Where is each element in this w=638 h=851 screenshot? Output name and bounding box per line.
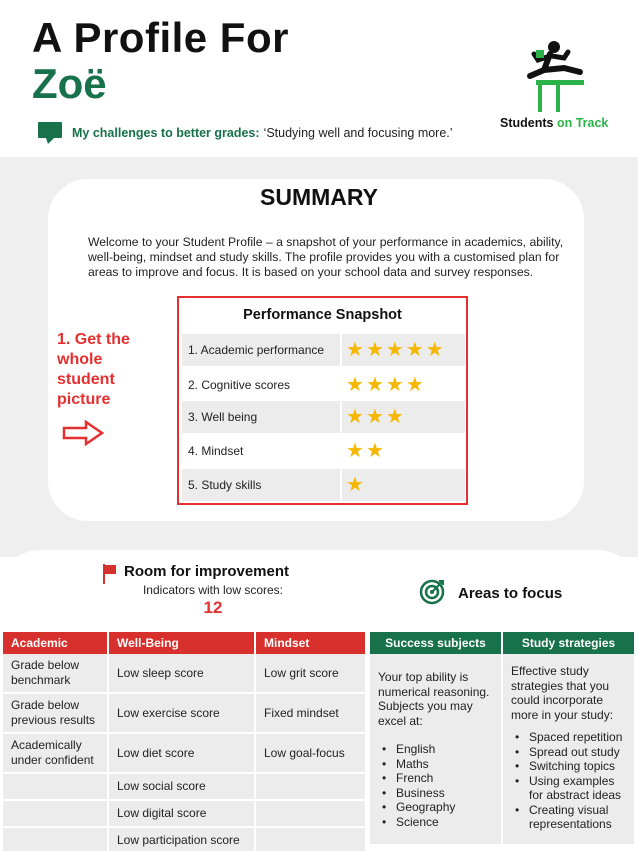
table-row bbox=[3, 734, 365, 774]
summary-text: Welcome to your Student Profile – a snapshot of your performance in academics, ability, well-being, mindset and study skills. The profile provides you with a customised plan for areas to improve and focus. It is based on your school data and survey responses. bbox=[88, 235, 564, 279]
star-icon: ★ bbox=[346, 406, 364, 428]
snapshot-row bbox=[182, 401, 465, 433]
room-for-improvement-title: Room for improvement bbox=[124, 563, 290, 580]
snapshot-row-label: 3. Well being bbox=[188, 410, 258, 424]
star-icon: ★ bbox=[365, 440, 384, 462]
list-item: • Switching topics bbox=[511, 759, 626, 774]
challenge-line bbox=[38, 122, 453, 144]
callout-text bbox=[57, 330, 130, 410]
success-intro: Your top ability is numerical reasoning. Subjects you may excel at: bbox=[378, 670, 490, 728]
list-item: • French bbox=[378, 771, 493, 786]
table-cell-wellbeing: Low sleep score bbox=[109, 654, 256, 692]
star-icon: ★ bbox=[385, 406, 404, 428]
callout-line: student bbox=[57, 371, 115, 388]
snapshot-row-label: 1. Academic performance bbox=[188, 343, 325, 357]
arrow-right-icon bbox=[62, 420, 104, 446]
list-item: • English bbox=[378, 742, 493, 757]
strategies-intro: Effective study strategies that you could incorporate more in your study: bbox=[511, 664, 614, 722]
star-rating bbox=[340, 435, 465, 467]
table-cell-mindset bbox=[256, 828, 365, 851]
summary-title: SUMMARY bbox=[260, 184, 378, 210]
star-icon: ★ bbox=[346, 440, 364, 462]
table-cell-academic bbox=[3, 774, 109, 799]
table-cell-academic bbox=[3, 801, 109, 826]
table-cell-mindset: Fixed mindset bbox=[256, 694, 365, 732]
table-cell-academic: Academically under confident bbox=[3, 734, 109, 772]
study-strategies-panel bbox=[503, 654, 634, 844]
table-row bbox=[3, 828, 365, 851]
success-subjects-panel bbox=[370, 654, 501, 844]
logo-text-on-track: on Track bbox=[556, 116, 609, 130]
list-item: • Maths bbox=[378, 757, 493, 772]
challenge-value: ‘Studying well and focusing more.’ bbox=[263, 126, 453, 140]
table-cell-wellbeing: Low exercise score bbox=[109, 694, 256, 732]
star-rating bbox=[340, 469, 465, 501]
low-scores-subtitle: Indicators with low scores: bbox=[142, 583, 284, 597]
col-mindset: Mindset bbox=[256, 632, 365, 654]
table-cell-mindset bbox=[256, 801, 365, 826]
logo-text bbox=[500, 116, 608, 130]
col-study-strategies: Study strategies bbox=[503, 632, 634, 654]
table-row bbox=[3, 654, 365, 694]
list-item: • Science bbox=[378, 815, 493, 830]
callout-line: picture bbox=[57, 391, 111, 408]
success-subject-list bbox=[378, 742, 493, 829]
table-cell-wellbeing: Low diet score bbox=[109, 734, 256, 772]
snapshot-row-label: 2. Cognitive scores bbox=[188, 378, 291, 392]
star-icon: ★ bbox=[365, 374, 384, 396]
star-rating bbox=[340, 334, 465, 366]
low-scores-count: 12 bbox=[203, 598, 223, 617]
target-icon bbox=[419, 579, 445, 605]
star-icon: ★ bbox=[346, 374, 364, 396]
callout-line: whole bbox=[57, 351, 103, 368]
list-item: • Business bbox=[378, 786, 493, 801]
list-item: • Using examples for abstract ideas bbox=[511, 774, 626, 803]
performance-snapshot bbox=[177, 296, 468, 505]
snapshot-row bbox=[182, 369, 465, 401]
snapshot-title: Performance Snapshot bbox=[243, 307, 402, 323]
callout-line: 1. Get the bbox=[57, 331, 130, 348]
chat-bubble-icon bbox=[38, 122, 62, 144]
star-icon: ★ bbox=[405, 339, 424, 361]
student-name: Zoë bbox=[32, 60, 107, 107]
snapshot-row bbox=[182, 469, 465, 501]
page-title: A Profile For bbox=[32, 14, 289, 61]
table-cell-wellbeing: Low digital score bbox=[109, 801, 256, 826]
star-icon: ★ bbox=[385, 374, 404, 396]
table-cell-mindset bbox=[256, 774, 365, 799]
header bbox=[0, 0, 638, 157]
list-item: • Spread out study bbox=[511, 745, 626, 760]
challenge-label: My challenges to better grades: bbox=[72, 126, 260, 140]
table-cell-academic: Grade below previous results bbox=[3, 694, 109, 732]
star-icon: ★ bbox=[365, 339, 384, 361]
table-row bbox=[3, 801, 365, 828]
snapshot-row-label: 4. Mindset bbox=[188, 444, 244, 458]
star-icon: ★ bbox=[346, 339, 364, 361]
flag-icon bbox=[103, 564, 117, 584]
list-item: • Creating visual representations bbox=[511, 803, 626, 832]
low-score-table bbox=[3, 654, 365, 851]
snapshot-row-label: 5. Study skills bbox=[188, 478, 262, 492]
areas-to-focus-title: Areas to focus bbox=[458, 585, 563, 602]
star-rating bbox=[340, 369, 465, 401]
list-item: • Spaced repetition bbox=[511, 730, 626, 745]
snapshot-row bbox=[182, 435, 465, 467]
star-icon: ★ bbox=[405, 374, 424, 396]
star-rating bbox=[340, 401, 465, 433]
star-icon: ★ bbox=[346, 474, 364, 496]
table-row bbox=[3, 774, 365, 801]
table-row bbox=[3, 694, 365, 734]
col-academic: Academic bbox=[3, 632, 107, 654]
star-icon: ★ bbox=[425, 339, 444, 361]
snapshot-row bbox=[182, 334, 465, 366]
table-cell-wellbeing: Low participation score bbox=[109, 828, 256, 851]
star-icon: ★ bbox=[385, 339, 404, 361]
star-icon: ★ bbox=[365, 406, 384, 428]
table-cell-mindset: Low grit score bbox=[256, 654, 365, 692]
table-cell-academic: Grade below benchmark bbox=[3, 654, 109, 692]
table-cell-academic bbox=[3, 828, 109, 851]
col-success-subjects: Success subjects bbox=[370, 632, 501, 654]
list-item: • Geography bbox=[378, 800, 493, 815]
study-strategy-list bbox=[511, 730, 626, 832]
logo-text-students: Students bbox=[500, 116, 554, 130]
table-cell-wellbeing: Low social score bbox=[109, 774, 256, 799]
table-cell-mindset: Low goal-focus bbox=[256, 734, 365, 772]
col-wellbeing: Well-Being bbox=[109, 632, 254, 654]
